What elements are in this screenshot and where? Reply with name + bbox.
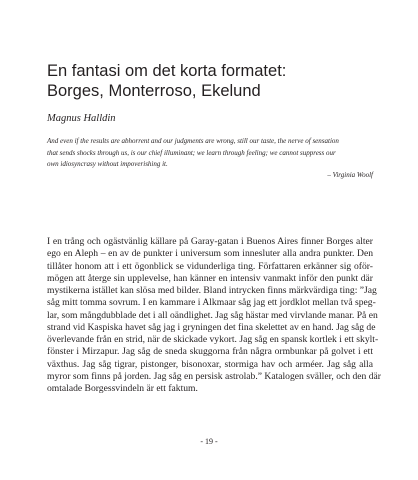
chapter-title	[47, 61, 377, 101]
epigraph-attribution: – Virginia Woolf	[327, 171, 373, 179]
body-line: tillåter honom att i ett ögonblick se vidunderliga ting. Författaren erkänner sig oför-	[47, 260, 373, 272]
body-line: lar, som mångdubblade det i all oändlighet. Jag såg hästar med virvlande manar. På en	[47, 309, 378, 321]
chapter-title-line-1: En fantasi om det korta formatet:	[47, 62, 287, 80]
body-line: strand vid Kaspiska havet såg jag i gryningen det fina skelettet av en hand. Jag såg de	[47, 321, 376, 333]
chapter-title-line-2: Borges, Monterroso, Ekelund	[47, 82, 261, 100]
epigraph-line: And even if the results are abhorrent and our judgments are wrong, still our taste, the nerve of sensation	[47, 137, 339, 145]
epigraph-line: that sends shocks through us, is our chief illuminant; we learn through feeling; we cannot suppress our	[47, 148, 336, 157]
epigraph-line: own idiosyncrasy without impoverishing it.	[47, 160, 168, 168]
body-line: ego en Aleph – en av de punkter i universum som innesluter alla andra punkter. Den	[47, 248, 373, 260]
body-line: fönster i Mirzapur. Jag såg de sneda skuggorna från några ormbunkar på golvet i ett	[47, 346, 373, 358]
body-line: växthus. Jag såg tigrar, pistonger, bisonoxar, stormiga hav och arméer. Jag såg alla	[47, 358, 373, 370]
body-line: mystikerna istället kan slösa med bilder. Bland intrycken finns märkvärdiga ting: ”Jag	[47, 285, 377, 296]
body-line: I en trång och ogästvänlig källare på Garay-gatan i Buenos Aires finner Borges alter	[47, 236, 373, 247]
author-name: Magnus Halldin	[47, 113, 116, 124]
body-line: såg mitt tomma sovrum. I en kammare i Alkmaar såg jag ett jordklot mellan två speg-	[47, 297, 376, 309]
body-line: myror som finns på jorden. Jag såg en persisk astrolab.” Katalogen sväller, och den där	[47, 370, 381, 382]
page-number: - 19 -	[200, 437, 218, 446]
body-paragraph	[47, 236, 381, 395]
body-line: mögen att återge sin upplevelse, han känner en intensiv vanmakt inför den punkt där	[47, 272, 373, 284]
body-line: omtalade Borgessvindeln är ett faktum.	[47, 383, 198, 394]
body-line: överlevande från en strid, när de skickade vykort. Jag såg en spansk kortlek i ett skylt-	[47, 334, 379, 345]
epigraph	[47, 136, 373, 171]
